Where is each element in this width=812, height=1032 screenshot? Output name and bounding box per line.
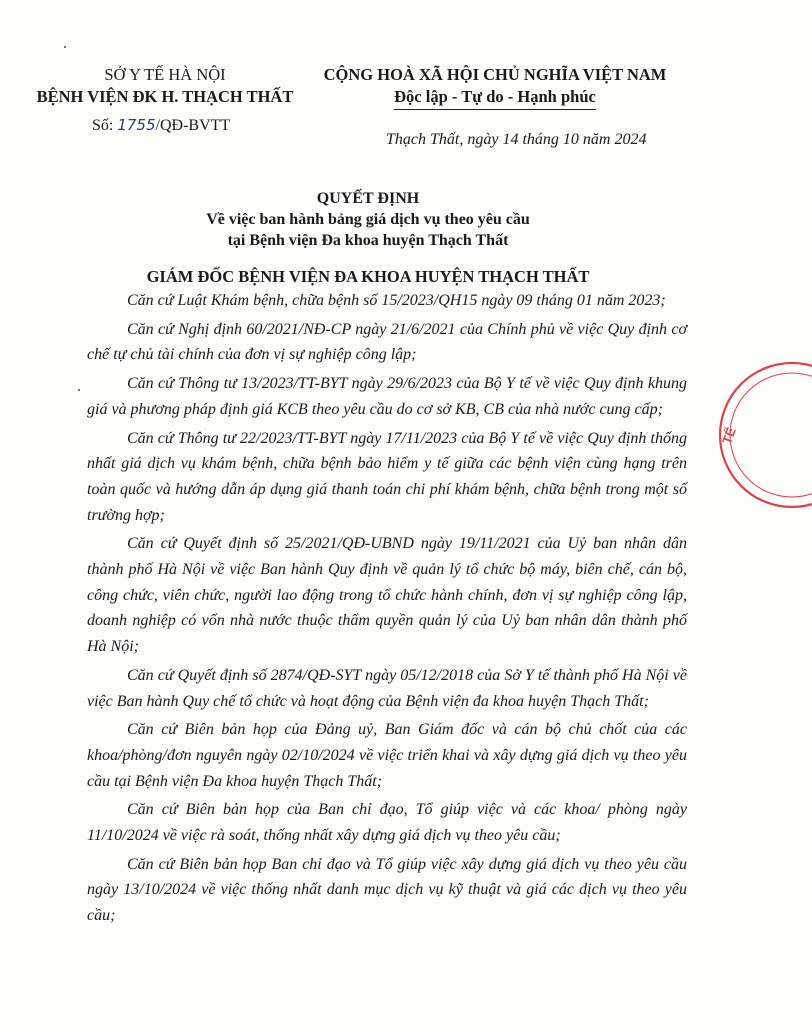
stamp-text: TẾ xyxy=(719,425,739,447)
country-name: CỘNG HOÀ XÃ HỘI CHỦ NGHĨA VIỆT NAM xyxy=(323,65,667,84)
national-header-block xyxy=(300,64,690,110)
decision-subject-line-2: tại Bệnh viện Đa khoa huyện Thạch Thất xyxy=(227,232,509,249)
scan-speck xyxy=(78,389,80,391)
legal-basis-paragraph: Căn cứ Quyết định số 25/2021/QĐ-UBND ngày 19/11/2021 của Uỷ ban nhân dân thành phố Hà Nội về việc Ban hành Quy định về quản lý tổ chức bộ máy, biên chế, cán bộ, công chức, viên chức, người lao động trong tổ chức hành chính, đơn vị sự nghiệp công lập, doanh nghiệp có vốn nhà nước thuộc thẩm quyền quản lý của Uỷ ban nhân dân thành phố Hà Nội; xyxy=(87,535,687,656)
legal-basis-paragraph: Căn cứ Quyết định số 2874/QĐ-SYT ngày 05/12/2018 của Sở Y tế thành phố Hà Nội về việc Ban hành Quy chế tổ chức và hoạt động của Bệnh viện đa khoa huyện Thạch Thất; xyxy=(87,666,687,710)
legal-basis-paragraph: Căn cứ Luật Khám bệnh, chữa bệnh số 15/2023/QH15 ngày 09 tháng 01 năm 2023; xyxy=(127,292,666,309)
director-heading: GIÁM ĐỐC BỆNH VIỆN ĐA KHOA HUYỆN THẠCH THẤT xyxy=(146,267,590,286)
hospital-name: BỆNH VIỆN ĐK H. THẠCH THẤT xyxy=(36,87,294,106)
legal-basis-list xyxy=(87,288,687,932)
official-stamp-fragment xyxy=(712,360,812,510)
decision-subject-line-1: Về việc ban hành bảng giá dịch vụ theo yêu cầu xyxy=(206,211,530,228)
legal-basis-paragraph: Căn cứ Nghị định 60/2021/NĐ-CP ngày 21/6/2021 của Chính phủ về việc Quy định cơ chế tự chủ tài chính của đơn vị sự nghiệp công lập; xyxy=(87,320,687,364)
ref-prefix: Số: xyxy=(92,117,118,134)
national-motto: Độc lập - Tự do - Hạnh phúc xyxy=(394,86,596,110)
decision-title-block xyxy=(0,188,736,251)
ref-number: 1755 xyxy=(117,116,156,134)
ref-suffix: /QĐ-BVTT xyxy=(155,117,231,134)
legal-basis-paragraph: Căn cứ Biên bản họp của Đảng uỷ, Ban Giám đốc và cán bộ chủ chốt của các khoa/phòng/đơn nguyên ngày 02/10/2024 về việc triển khai và xây dựng giá dịch vụ theo yêu cầu tại Bệnh viện Đa khoa huyện Thạch Thất; xyxy=(87,721,687,790)
decision-title: QUYẾT ĐỊNH xyxy=(316,190,420,207)
legal-basis-paragraph: Căn cứ Biên bản họp Ban chỉ đạo và Tổ giúp việc xây dựng giá dịch vụ theo yêu cầu ngày 13/10/2024 về việc thống nhất danh mục dịch vụ kỹ thuật và giá các dịch vụ theo yêu cầu; xyxy=(87,855,687,925)
ministry-name: SỞ Y TẾ HÀ NỘI xyxy=(104,65,226,84)
legal-basis-paragraph: Căn cứ Thông tư 22/2023/TT-BYT ngày 17/11/2023 của Bộ Y tế về việc Quy định thống nhất giá dịch vụ khám bệnh, chữa bệnh bảo hiểm y tế giữa các bệnh viện cùng hạng trên toàn quốc và hướng dẫn áp dụng giá thanh toán chi phí khám bệnh, chữa bệnh trong một số trường hợp; xyxy=(87,429,687,524)
scan-speck xyxy=(64,46,66,48)
issuing-agency-block xyxy=(30,64,300,108)
issue-date: Thạch Thất, ngày 14 tháng 10 năm 2024 xyxy=(386,131,647,148)
legal-basis-paragraph: Căn cứ Thông tư 13/2023/TT-BYT ngày 29/6/2023 của Bộ Y tế về việc Quy định khung giá và phương pháp định giá KCB theo yêu cầu do cơ sở KB, CB của nhà nước cung cấp; xyxy=(87,375,687,418)
document-number xyxy=(92,116,230,135)
legal-basis-paragraph: Căn cứ Biên bản họp của Ban chỉ đạo, Tổ giúp việc và các khoa/ phòng ngày 11/10/2024 về việc rà soát, thống nhất xây dựng giá dịch vụ theo yêu cầu; xyxy=(87,801,687,845)
